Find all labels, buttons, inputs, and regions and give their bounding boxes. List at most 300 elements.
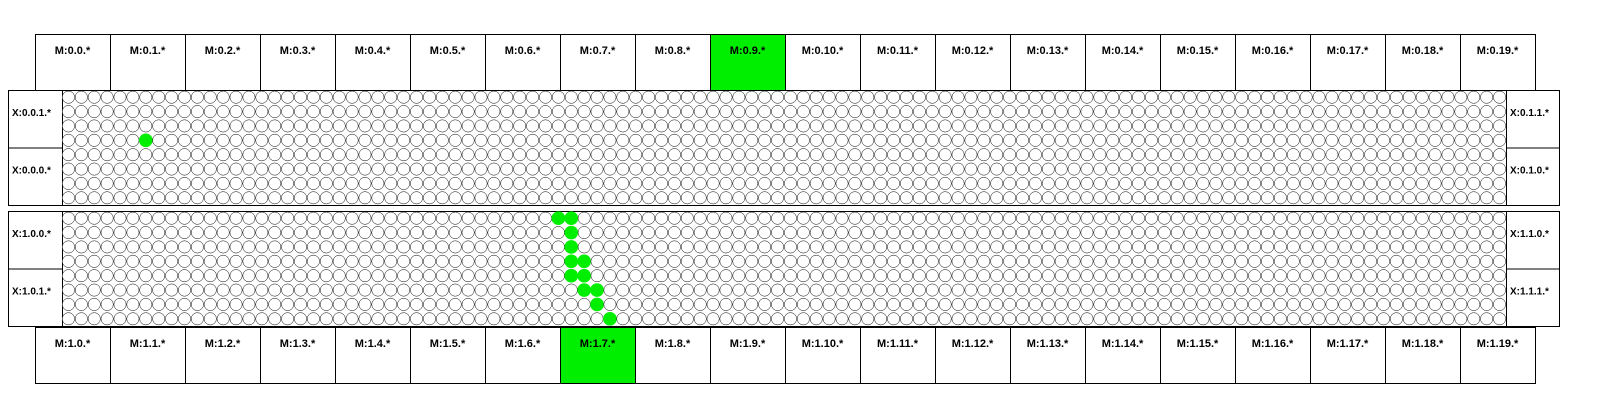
node[interactable] bbox=[75, 212, 87, 224]
node[interactable] bbox=[926, 105, 938, 117]
node[interactable] bbox=[991, 149, 1003, 161]
node[interactable] bbox=[410, 226, 422, 238]
node[interactable] bbox=[1287, 298, 1299, 310]
node[interactable] bbox=[1429, 298, 1441, 310]
module-cell[interactable] bbox=[561, 328, 636, 384]
node[interactable] bbox=[1377, 313, 1389, 325]
node[interactable] bbox=[501, 255, 513, 267]
node[interactable] bbox=[1287, 284, 1299, 296]
node[interactable] bbox=[1003, 313, 1015, 325]
node[interactable] bbox=[1274, 177, 1286, 189]
node[interactable] bbox=[526, 313, 538, 325]
node[interactable] bbox=[191, 120, 203, 132]
node[interactable] bbox=[849, 134, 861, 146]
node[interactable] bbox=[836, 212, 848, 224]
node[interactable] bbox=[539, 91, 551, 103]
node[interactable] bbox=[475, 298, 487, 310]
node[interactable] bbox=[900, 226, 912, 238]
node[interactable] bbox=[1364, 255, 1376, 267]
node[interactable] bbox=[1184, 255, 1196, 267]
node[interactable] bbox=[836, 241, 848, 253]
node[interactable] bbox=[746, 134, 758, 146]
node[interactable] bbox=[140, 241, 152, 253]
node[interactable] bbox=[1094, 313, 1106, 325]
node[interactable] bbox=[1236, 226, 1248, 238]
node[interactable] bbox=[307, 284, 319, 296]
node[interactable] bbox=[1416, 298, 1428, 310]
node[interactable] bbox=[965, 105, 977, 117]
node[interactable] bbox=[913, 177, 925, 189]
node[interactable] bbox=[823, 134, 835, 146]
node[interactable] bbox=[294, 212, 306, 224]
node[interactable] bbox=[1364, 313, 1376, 325]
node[interactable] bbox=[320, 313, 332, 325]
node[interactable] bbox=[733, 212, 745, 224]
node[interactable] bbox=[836, 270, 848, 282]
node[interactable] bbox=[372, 91, 384, 103]
node[interactable] bbox=[1352, 284, 1364, 296]
node[interactable] bbox=[127, 270, 139, 282]
node[interactable] bbox=[346, 91, 358, 103]
node[interactable] bbox=[230, 192, 242, 204]
node[interactable] bbox=[1158, 226, 1170, 238]
node[interactable] bbox=[1081, 105, 1093, 117]
node[interactable] bbox=[1339, 226, 1351, 238]
node[interactable] bbox=[1132, 298, 1144, 310]
node[interactable] bbox=[410, 298, 422, 310]
node[interactable] bbox=[1081, 120, 1093, 132]
node[interactable] bbox=[939, 134, 951, 146]
node[interactable] bbox=[926, 134, 938, 146]
node[interactable] bbox=[449, 120, 461, 132]
node[interactable] bbox=[1120, 149, 1132, 161]
node[interactable] bbox=[1171, 212, 1183, 224]
node[interactable] bbox=[398, 192, 410, 204]
node[interactable] bbox=[539, 284, 551, 296]
node[interactable] bbox=[75, 163, 87, 175]
node[interactable] bbox=[900, 105, 912, 117]
node[interactable] bbox=[1390, 226, 1402, 238]
node[interactable] bbox=[204, 212, 216, 224]
node[interactable] bbox=[1352, 313, 1364, 325]
module-cell[interactable] bbox=[1461, 35, 1536, 91]
node[interactable] bbox=[488, 120, 500, 132]
node[interactable] bbox=[1493, 192, 1505, 204]
node[interactable] bbox=[1377, 177, 1389, 189]
node[interactable] bbox=[191, 313, 203, 325]
node[interactable] bbox=[436, 226, 448, 238]
node[interactable] bbox=[140, 255, 152, 267]
node[interactable] bbox=[887, 255, 899, 267]
node[interactable] bbox=[501, 212, 513, 224]
node[interactable] bbox=[526, 270, 538, 282]
node[interactable] bbox=[1481, 105, 1493, 117]
node[interactable] bbox=[217, 226, 229, 238]
node[interactable] bbox=[1339, 284, 1351, 296]
module-cell[interactable] bbox=[111, 328, 186, 384]
node[interactable] bbox=[1493, 177, 1505, 189]
node[interactable] bbox=[939, 212, 951, 224]
node[interactable] bbox=[1094, 120, 1106, 132]
node[interactable] bbox=[1029, 163, 1041, 175]
node[interactable] bbox=[539, 105, 551, 117]
node[interactable] bbox=[1403, 120, 1415, 132]
node[interactable] bbox=[153, 163, 165, 175]
node[interactable] bbox=[1248, 270, 1260, 282]
node[interactable] bbox=[462, 212, 474, 224]
node[interactable] bbox=[1029, 313, 1041, 325]
node[interactable] bbox=[269, 177, 281, 189]
node[interactable] bbox=[269, 298, 281, 310]
node[interactable] bbox=[127, 284, 139, 296]
node[interactable] bbox=[269, 241, 281, 253]
node[interactable] bbox=[720, 91, 732, 103]
node[interactable] bbox=[191, 134, 203, 146]
node[interactable] bbox=[617, 226, 629, 238]
node[interactable] bbox=[436, 241, 448, 253]
node[interactable] bbox=[849, 255, 861, 267]
node[interactable] bbox=[243, 284, 255, 296]
node[interactable] bbox=[552, 105, 564, 117]
node[interactable] bbox=[720, 177, 732, 189]
node[interactable] bbox=[862, 241, 874, 253]
node[interactable] bbox=[1029, 177, 1041, 189]
node[interactable] bbox=[965, 284, 977, 296]
node[interactable] bbox=[1068, 149, 1080, 161]
node[interactable] bbox=[952, 120, 964, 132]
node[interactable] bbox=[475, 255, 487, 267]
node[interactable] bbox=[1326, 212, 1338, 224]
node[interactable] bbox=[1120, 134, 1132, 146]
node[interactable] bbox=[655, 270, 667, 282]
node[interactable] bbox=[217, 284, 229, 296]
node[interactable] bbox=[887, 177, 899, 189]
node[interactable] bbox=[127, 226, 139, 238]
node[interactable] bbox=[668, 177, 680, 189]
node[interactable] bbox=[1455, 149, 1467, 161]
node[interactable] bbox=[1197, 255, 1209, 267]
node[interactable] bbox=[62, 192, 74, 204]
node[interactable] bbox=[153, 284, 165, 296]
node[interactable] bbox=[398, 212, 410, 224]
module-cell[interactable] bbox=[786, 328, 861, 384]
node[interactable] bbox=[62, 270, 74, 282]
node[interactable] bbox=[887, 134, 899, 146]
node[interactable] bbox=[707, 120, 719, 132]
node[interactable] bbox=[823, 120, 835, 132]
node[interactable] bbox=[1403, 192, 1415, 204]
node[interactable] bbox=[1197, 270, 1209, 282]
node[interactable] bbox=[475, 177, 487, 189]
node[interactable] bbox=[1481, 226, 1493, 238]
node[interactable] bbox=[1455, 91, 1467, 103]
node[interactable] bbox=[462, 120, 474, 132]
node[interactable] bbox=[1068, 241, 1080, 253]
node[interactable] bbox=[1442, 313, 1454, 325]
node[interactable] bbox=[913, 105, 925, 117]
node[interactable] bbox=[578, 298, 590, 310]
node[interactable] bbox=[1223, 91, 1235, 103]
node[interactable] bbox=[965, 270, 977, 282]
node[interactable] bbox=[862, 163, 874, 175]
node[interactable] bbox=[720, 313, 732, 325]
node[interactable] bbox=[204, 192, 216, 204]
node[interactable] bbox=[423, 105, 435, 117]
node[interactable] bbox=[1313, 192, 1325, 204]
node-active[interactable] bbox=[603, 312, 616, 325]
node[interactable] bbox=[552, 134, 564, 146]
node[interactable] bbox=[372, 241, 384, 253]
node[interactable] bbox=[797, 270, 809, 282]
node[interactable] bbox=[1158, 134, 1170, 146]
node[interactable] bbox=[217, 192, 229, 204]
node[interactable] bbox=[1274, 255, 1286, 267]
node[interactable] bbox=[784, 105, 796, 117]
module-cell[interactable] bbox=[861, 328, 936, 384]
node[interactable] bbox=[1120, 177, 1132, 189]
node[interactable] bbox=[1197, 313, 1209, 325]
node[interactable] bbox=[256, 284, 268, 296]
node[interactable] bbox=[1468, 298, 1480, 310]
module-cell[interactable] bbox=[1461, 328, 1536, 384]
node[interactable] bbox=[281, 149, 293, 161]
node[interactable] bbox=[604, 226, 616, 238]
node[interactable] bbox=[681, 105, 693, 117]
node[interactable] bbox=[1493, 313, 1505, 325]
node[interactable] bbox=[88, 212, 100, 224]
node[interactable] bbox=[694, 91, 706, 103]
node[interactable] bbox=[1352, 298, 1364, 310]
node[interactable] bbox=[462, 177, 474, 189]
node[interactable] bbox=[398, 91, 410, 103]
node[interactable] bbox=[410, 284, 422, 296]
node[interactable] bbox=[1468, 177, 1480, 189]
node[interactable] bbox=[462, 192, 474, 204]
node[interactable] bbox=[1107, 270, 1119, 282]
node[interactable] bbox=[1326, 134, 1338, 146]
node[interactable] bbox=[836, 177, 848, 189]
node[interactable] bbox=[127, 120, 139, 132]
node[interactable] bbox=[978, 313, 990, 325]
node[interactable] bbox=[1326, 192, 1338, 204]
node[interactable] bbox=[1493, 241, 1505, 253]
node[interactable] bbox=[1029, 134, 1041, 146]
node[interactable] bbox=[1223, 163, 1235, 175]
node[interactable] bbox=[1016, 226, 1028, 238]
node[interactable] bbox=[372, 313, 384, 325]
node[interactable] bbox=[630, 149, 642, 161]
node[interactable] bbox=[1184, 120, 1196, 132]
node[interactable] bbox=[771, 298, 783, 310]
node[interactable] bbox=[127, 163, 139, 175]
node[interactable] bbox=[939, 313, 951, 325]
node[interactable] bbox=[887, 270, 899, 282]
node[interactable] bbox=[114, 284, 126, 296]
node[interactable] bbox=[810, 270, 822, 282]
node[interactable] bbox=[926, 120, 938, 132]
node[interactable] bbox=[810, 284, 822, 296]
node[interactable] bbox=[604, 270, 616, 282]
node[interactable] bbox=[797, 284, 809, 296]
node[interactable] bbox=[191, 149, 203, 161]
node[interactable] bbox=[101, 105, 113, 117]
node[interactable] bbox=[269, 284, 281, 296]
node[interactable] bbox=[630, 298, 642, 310]
node[interactable] bbox=[1364, 226, 1376, 238]
node[interactable] bbox=[552, 192, 564, 204]
node[interactable] bbox=[1416, 177, 1428, 189]
node[interactable] bbox=[62, 120, 74, 132]
node[interactable] bbox=[1468, 134, 1480, 146]
node[interactable] bbox=[668, 134, 680, 146]
node[interactable] bbox=[1184, 177, 1196, 189]
node[interactable] bbox=[333, 270, 345, 282]
node[interactable] bbox=[1068, 270, 1080, 282]
node[interactable] bbox=[1094, 226, 1106, 238]
module-cell[interactable] bbox=[111, 35, 186, 91]
node[interactable] bbox=[1455, 241, 1467, 253]
node[interactable] bbox=[333, 255, 345, 267]
node[interactable] bbox=[1158, 105, 1170, 117]
node[interactable] bbox=[1248, 120, 1260, 132]
node[interactable] bbox=[604, 91, 616, 103]
node[interactable] bbox=[75, 91, 87, 103]
node[interactable] bbox=[320, 298, 332, 310]
node[interactable] bbox=[810, 212, 822, 224]
node[interactable] bbox=[1455, 313, 1467, 325]
node[interactable] bbox=[823, 255, 835, 267]
node[interactable] bbox=[1029, 105, 1041, 117]
node[interactable] bbox=[1107, 177, 1119, 189]
node[interactable] bbox=[1416, 226, 1428, 238]
node[interactable] bbox=[1300, 120, 1312, 132]
node[interactable] bbox=[1300, 270, 1312, 282]
node[interactable] bbox=[127, 255, 139, 267]
node[interactable] bbox=[359, 177, 371, 189]
node[interactable] bbox=[307, 120, 319, 132]
node[interactable] bbox=[746, 192, 758, 204]
node[interactable] bbox=[746, 241, 758, 253]
node[interactable] bbox=[243, 91, 255, 103]
node[interactable] bbox=[875, 255, 887, 267]
node[interactable] bbox=[114, 255, 126, 267]
node[interactable] bbox=[1403, 255, 1415, 267]
node[interactable] bbox=[217, 134, 229, 146]
node[interactable] bbox=[1016, 298, 1028, 310]
node[interactable] bbox=[926, 177, 938, 189]
node[interactable] bbox=[1081, 226, 1093, 238]
node[interactable] bbox=[1042, 105, 1054, 117]
node[interactable] bbox=[810, 298, 822, 310]
node[interactable] bbox=[591, 226, 603, 238]
node[interactable] bbox=[617, 241, 629, 253]
node[interactable] bbox=[62, 177, 74, 189]
node[interactable] bbox=[269, 226, 281, 238]
node[interactable] bbox=[681, 192, 693, 204]
node[interactable] bbox=[88, 149, 100, 161]
node[interactable] bbox=[243, 120, 255, 132]
node[interactable] bbox=[823, 91, 835, 103]
node[interactable] bbox=[565, 163, 577, 175]
node[interactable] bbox=[1158, 149, 1170, 161]
node[interactable] bbox=[1429, 212, 1441, 224]
node[interactable] bbox=[604, 255, 616, 267]
node[interactable] bbox=[372, 255, 384, 267]
node[interactable] bbox=[256, 270, 268, 282]
node[interactable] bbox=[1197, 134, 1209, 146]
node[interactable] bbox=[1236, 284, 1248, 296]
node[interactable] bbox=[591, 177, 603, 189]
node[interactable] bbox=[849, 270, 861, 282]
node[interactable] bbox=[398, 298, 410, 310]
node[interactable] bbox=[1313, 120, 1325, 132]
node[interactable] bbox=[733, 284, 745, 296]
node[interactable] bbox=[939, 163, 951, 175]
node[interactable] bbox=[75, 298, 87, 310]
node[interactable] bbox=[256, 313, 268, 325]
node[interactable] bbox=[1145, 105, 1157, 117]
node[interactable] bbox=[62, 298, 74, 310]
node[interactable] bbox=[462, 270, 474, 282]
node[interactable] bbox=[1403, 284, 1415, 296]
node[interactable] bbox=[1107, 212, 1119, 224]
node[interactable] bbox=[965, 298, 977, 310]
node[interactable] bbox=[759, 212, 771, 224]
node[interactable] bbox=[655, 255, 667, 267]
node[interactable] bbox=[269, 149, 281, 161]
node[interactable] bbox=[1287, 134, 1299, 146]
node[interactable] bbox=[1339, 120, 1351, 132]
node[interactable] bbox=[1158, 313, 1170, 325]
node[interactable] bbox=[1313, 105, 1325, 117]
node[interactable] bbox=[1248, 192, 1260, 204]
node[interactable] bbox=[939, 91, 951, 103]
node[interactable] bbox=[1248, 226, 1260, 238]
node[interactable] bbox=[733, 241, 745, 253]
node[interactable] bbox=[978, 91, 990, 103]
node[interactable] bbox=[926, 284, 938, 296]
node[interactable] bbox=[1429, 270, 1441, 282]
node[interactable] bbox=[1403, 212, 1415, 224]
node[interactable] bbox=[1158, 177, 1170, 189]
node[interactable] bbox=[204, 120, 216, 132]
node[interactable] bbox=[269, 134, 281, 146]
node[interactable] bbox=[101, 177, 113, 189]
node[interactable] bbox=[243, 313, 255, 325]
node[interactable] bbox=[900, 313, 912, 325]
node[interactable] bbox=[952, 270, 964, 282]
node[interactable] bbox=[913, 241, 925, 253]
node[interactable] bbox=[1455, 255, 1467, 267]
node[interactable] bbox=[720, 134, 732, 146]
node[interactable] bbox=[978, 149, 990, 161]
node[interactable] bbox=[410, 149, 422, 161]
node[interactable] bbox=[746, 177, 758, 189]
node[interactable] bbox=[1261, 149, 1273, 161]
node[interactable] bbox=[604, 284, 616, 296]
node[interactable] bbox=[1145, 313, 1157, 325]
node[interactable] bbox=[939, 226, 951, 238]
node[interactable] bbox=[978, 120, 990, 132]
node[interactable] bbox=[1300, 226, 1312, 238]
node[interactable] bbox=[797, 120, 809, 132]
node[interactable] bbox=[849, 212, 861, 224]
node[interactable] bbox=[294, 177, 306, 189]
node[interactable] bbox=[875, 270, 887, 282]
node[interactable] bbox=[1029, 212, 1041, 224]
node[interactable] bbox=[165, 313, 177, 325]
node[interactable] bbox=[733, 149, 745, 161]
